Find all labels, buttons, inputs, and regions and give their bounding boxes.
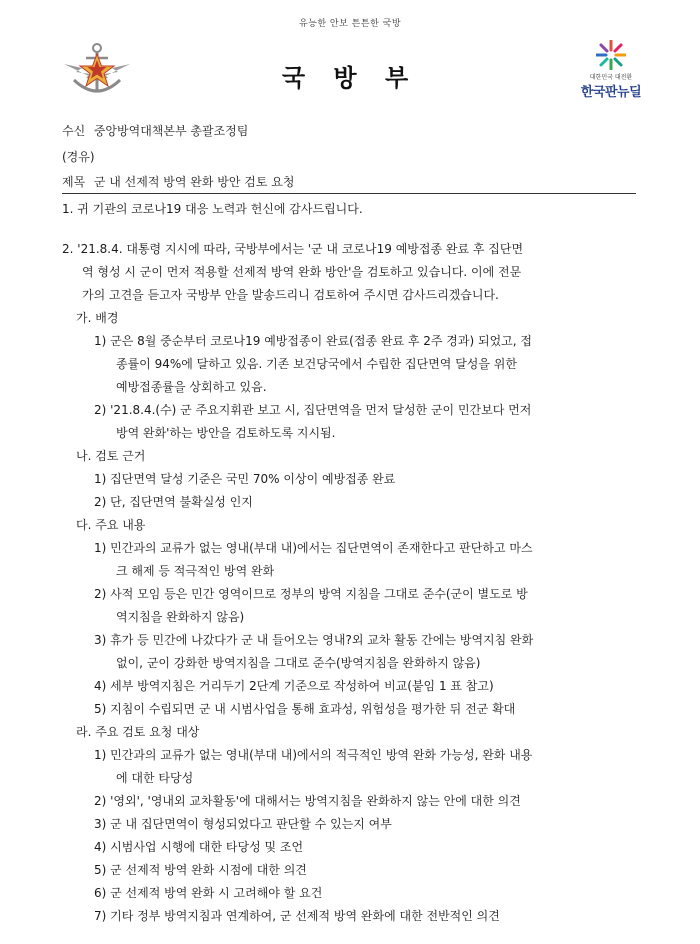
- background-item-2-line-2: 방역 완화'하는 방안을 검토하도록 지시됨.: [116, 426, 336, 440]
- korean-new-deal-logo: [568, 40, 654, 102]
- content-item-2-line-1: 2) 사적 모임 등은 민간 영역이므로 정부의 방역 지침을 그대로 준수(군이 별도로 방: [94, 587, 528, 601]
- review-item-1-line-1: 1) 민간과의 교류가 없는 영내(부대 내)에서의 적극적인 방역 완화 가능성, 완화 내용: [94, 748, 533, 762]
- via-line: (경유): [62, 150, 95, 164]
- basis-item-2: 2) 단, 집단면역 불확실성 인지: [94, 495, 253, 509]
- review-item-4: 4) 시범사업 시행에 대한 타당성 및 조언: [94, 840, 304, 854]
- recipient-value: 중앙방역대책본부 총괄조정팀: [93, 124, 249, 138]
- content-item-3-line-2: 없이, 군이 강화한 방역지침을 그대로 준수(방역지침을 완화하지 않음): [116, 656, 481, 670]
- review-item-6: 6) 군 선제적 방역 완화 시 고려해야 할 요건: [94, 886, 323, 900]
- paragraph-2-line-1: 2. '21.8.4. 대통령 지시에 따라, 국방부에서는 '군 내 코로나19 예방접종 완료 후 집단면: [62, 242, 524, 256]
- document-body: [62, 198, 642, 928]
- paragraph-1: 1. 귀 기관의 코로나19 대응 노력과 헌신에 감사드립니다.: [62, 202, 363, 216]
- content-item-2-line-2: 역지침을 완화하지 않음): [116, 610, 245, 624]
- background-item-1-line-1: 1) 군은 8월 중순부터 코로나19 예방접종이 완료(접종 완료 후 2주 경과) 되었고, 접: [94, 334, 532, 348]
- new-deal-burst-icon: [596, 40, 626, 70]
- review-item-5: 5) 군 선제적 방역 완화 시점에 대한 의견: [94, 863, 307, 877]
- recipient-label: 수신: [62, 124, 86, 138]
- section-heading-basis: 나. 검토 근거: [76, 449, 146, 463]
- section-heading-main-content: 다. 주요 내용: [76, 518, 146, 532]
- paragraph-2-line-3: 가의 고견을 듣고자 국방부 안을 발송드리니 검토하여 주시면 감사드리겠습니다.: [82, 288, 499, 302]
- section-heading-review-targets: 라. 주요 검토 요청 대상: [76, 725, 200, 739]
- content-item-5: 5) 지침이 수립되면 군 내 시범사업을 통해 효과성, 위험성을 평가한 뒤 전군 확대: [94, 702, 516, 716]
- background-item-1-line-2: 종률이 94%에 달하고 있음. 기존 보건당국에서 수립한 집단면역 달성을 위한: [116, 357, 517, 371]
- content-item-1-line-1: 1) 민간과의 교류가 없는 영내(부대 내)에서는 집단면역이 존재한다고 판단하고 마스: [94, 541, 533, 555]
- background-item-2-line-1: 2) '21.8.4.(수) 군 주요지휘관 보고 시, 집단면역을 먼저 달성한 군이 민간보다 먼저: [94, 403, 532, 417]
- section-heading-background: 가. 배경: [76, 311, 119, 325]
- logo-subtext: 대한민국 대전환: [589, 74, 633, 81]
- subject-label: 제목: [62, 175, 86, 189]
- logo-text: 한국판뉴딜: [580, 85, 642, 100]
- organization-name: 국 방 부: [281, 64, 419, 92]
- review-item-2: 2) '영외', '영내외 교차활동'에 대해서는 방역지침을 완화하지 않는 안에 대한 의견: [94, 794, 521, 808]
- paragraph-2-line-2: 역 형성 시 군이 먼저 적용할 선제적 방역 완화 방안'을 검토하고 있습니다. 이에 전문: [82, 265, 522, 279]
- content-item-4: 4) 세부 방역지침은 거리두기 2단계 기준으로 작성하여 비교(붙임 1 표 참고): [94, 679, 494, 693]
- review-item-7: 7) 기타 정부 방역지침과 연계하여, 군 선제적 방역 완화에 대한 전반적인 의견: [94, 909, 500, 923]
- content-item-1-line-2: 크 해제 등 적극적인 방역 완화: [116, 564, 275, 578]
- basis-item-1: 1) 집단면역 달성 기준은 국민 70% 이상이 예방접종 완료: [94, 472, 396, 486]
- content-item-3-line-1: 3) 휴가 등 민간에 나갔다가 군 내 들어오는 영내?외 교차 활동 간에는 방역지침 완화: [94, 633, 534, 647]
- review-item-1-line-2: 에 대한 타당성: [116, 771, 194, 785]
- subject-value: 군 내 선제적 방역 완화 방안 검토 요청: [93, 175, 295, 189]
- subject-line: [62, 173, 294, 190]
- review-item-3: 3) 군 내 집단면역이 형성되었다고 판단할 수 있는지 여부: [94, 817, 392, 831]
- recipient-line: [62, 122, 248, 139]
- background-item-1-line-3: 예방접종률을 상회하고 있음.: [116, 380, 267, 394]
- header-slogan: 유능한 안보 튼튼한 국방: [298, 19, 402, 29]
- subject-divider: [62, 193, 636, 194]
